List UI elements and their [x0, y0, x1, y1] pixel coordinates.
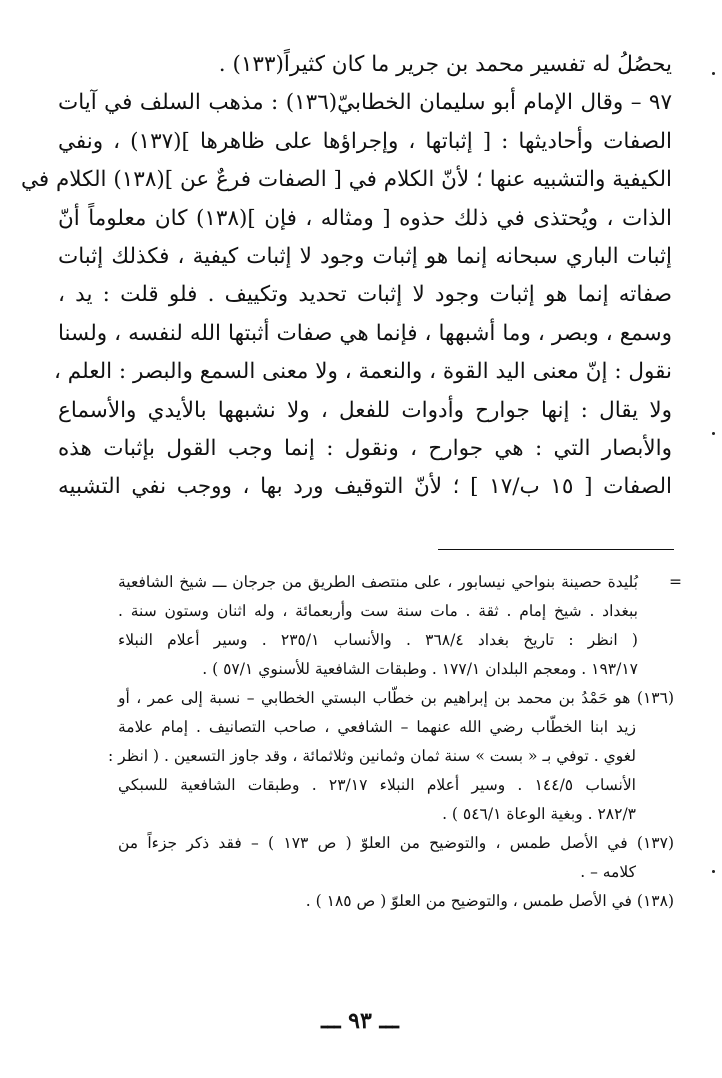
footnote-line: (١٣٧) في الأصل طمس ، والتوضيح من العلوّ ( ص ١٧٣ ) – فقد ذكر جزءاً من [118, 834, 674, 852]
scan-speck [712, 870, 715, 873]
footnote-138 [118, 887, 674, 916]
footnote-line: بُليدة حصينة بنواحي نيسابور ، على منتصف الطريق من جرجان ـــ شيخ الشافعية [118, 573, 638, 591]
main-line: الذات ، ويُحتذى في ذلك حذوه [ ومثاله ، فإن ](١٣٨) كان معلوماً أنّ [58, 205, 672, 231]
main-line: إثبات الباري سبحانه إنما هو إثبات وجود لا إثبات كيفية ، فكذلك إثبات [58, 244, 672, 270]
main-line: نقول : إنّ معنى اليد القوة ، والنعمة ، ولا معنى السمع والبصر : العلم ، [54, 359, 672, 385]
footnotes [108, 568, 682, 916]
footnote-line: ٢٨٢/٣ . وبغية الوعاة ٥٤٦/١ ) . [442, 805, 636, 823]
main-line: وسمع ، وبصر ، وما أشبهها ، فإنما هي صفات أثبتها الله لنفسه ، ولسنا [58, 320, 672, 346]
footnote-continuation [118, 568, 682, 684]
footnote-line: ١٩٣/١٧ . ومعجم البلدان ١٧٧/١ . وطبقات الشافعية للأسنوي ٥٧/١ ) . [202, 660, 638, 678]
main-line: والأبصار التي : هي جوارح ، ونقول : إنما وجب القول بإثبات هذه [58, 436, 672, 462]
page-number: ـــ ٩٣ ـــ [321, 1008, 399, 1034]
main-text [20, 46, 673, 507]
footnote-line: الأنساب ١٤٤/٥ . وسير أعلام النبلاء ٢٣/١٧ . وطبقات الشافعية للسبكي [118, 776, 636, 794]
main-line: صفاته إنما هو إثبات وجود لا إثبات تحديد وتكييف . فلو قلت : يد ، [58, 282, 672, 308]
footnote-line: زيد ابنا الخطّاب رضي الله عنهما – الشافعي ، صاحب التصانيف . إمام علامة [118, 718, 636, 736]
footnote-line: كلامه – . [580, 863, 636, 881]
main-line: الكيفية والتشبيه عنها ؛ لأنّ الكلام في [ الصفات فرعٌ عن ](١٣٨) الكلام في [20, 167, 672, 193]
scan-speck [712, 72, 715, 75]
footnote-137 [118, 829, 674, 887]
footnote-line: (١٣٨) في الأصل طمس ، والتوضيح من العلوّ ( ص ١٨٥ ) . [305, 892, 674, 910]
main-line-paragraph-start: ٩٧ – وقال الإمام أبو سليمان الخطابيّ(١٣٦) : مذهب السلف في آيات [58, 90, 673, 116]
footnote-136 [108, 684, 674, 829]
footnote-line: ( انظر : تاريخ بغداد ٣٦٨/٤ . والأنساب ٢٣٥/١ . وسير أعلام النبلاء [118, 631, 638, 649]
footnote-line: لغوي . توفي بـ « بست » سنة ثمان وثمانين وثلاثمائة ، وقد جاوز التسعين . ( انظر : [108, 747, 636, 765]
continuation-mark: = [669, 573, 682, 591]
footnote-line: (١٣٦) هو حَمْدُ بن محمد بن إبراهيم بن خطّاب البستي الخطابي – نسبة إلى عمر ، أو [118, 689, 674, 707]
scan-speck [712, 432, 715, 435]
main-line: يحصُلُ له تفسير محمد بن جرير ما كان كثيراً(١٣٣) . [218, 52, 672, 77]
footnote-separator [438, 549, 674, 550]
footnote-line: ببغداد . شيخ إمام . ثقة . مات سنة ست وأربعمائة ، وله اثنان وستون سنة . [118, 602, 638, 620]
main-line: ولا يقال : إنها جوارح وأدوات للفعل ، ولا نشبهها بالأيدي والأسماع [58, 397, 672, 423]
main-line: الصفات [ ١٥ ب/١٧ ] ؛ لأنّ التوقيف ورد بها ، ووجب نفي التشبيه [58, 474, 672, 500]
main-line: الصفات وأحاديثها : [ إثباتها ، وإجراؤها على ظاهرها ](١٣٧) ، ونفي [58, 128, 672, 154]
